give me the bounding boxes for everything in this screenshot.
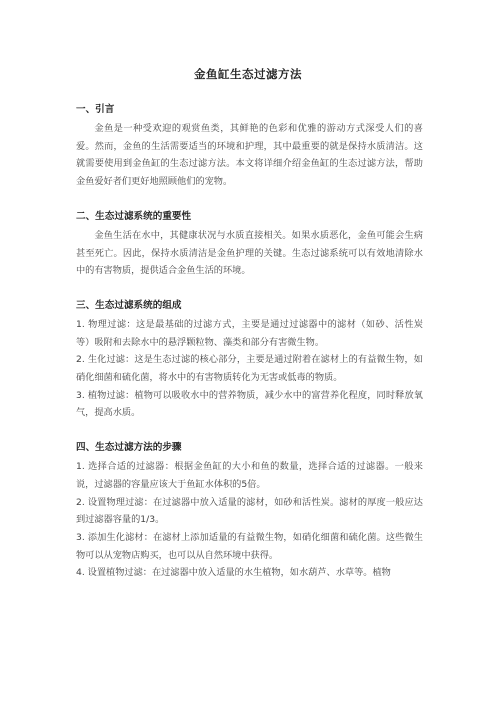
section-introduction xyxy=(76,102,423,191)
section-paragraph: 金鱼是一种受欢迎的观赏鱼类，其鲜艳的色彩和优雅的游动方式深受人们的喜爱。然而，金鱼的生活需要适当的环境和护理，其中最重要的就是保持水质清洁。这就需要使用到金鱼缸的生态过滤方法。本文将详细介绍金鱼缸的生态过滤方法，帮助金鱼爱好者们更好地照顾他们的宠物。 xyxy=(76,123,423,188)
section-composition xyxy=(76,298,423,422)
section-steps xyxy=(76,440,423,582)
section-paragraph: 金鱼生活在水中，其健康状况与水质直接相关。如果水质恶化，金鱼可能会生病甚至死亡。因此，保持水质清洁是金鱼护理的关键。生态过滤系统可以有效地清除水中的有害物质，提供适合金鱼生活的环境。 xyxy=(76,229,423,277)
document-title: 金鱼缸生态过滤方法 xyxy=(194,67,302,81)
list-item: 4. 设置植物过滤：在过滤器中放入适量的水生植物，如水葫芦、水草等。植物 xyxy=(76,567,391,579)
section-heading: 三、生态过滤系统的组成 xyxy=(76,299,182,311)
section-heading: 四、生态过滤方法的步骤 xyxy=(76,442,182,454)
section-heading: 一、引言 xyxy=(76,104,115,115)
list-item: 2. 设置物理过滤：在过滤器中放入适量的滤材，如砂和活性炭。滤材的厚度一般应达到过滤器容量的1/3。 xyxy=(76,496,423,526)
list-item: 2. 生化过滤：这是生态过滤的核心部分，主要是通过附着在滤材上的有益微生物，如硝化细菌和硫化菌，将水中的有害物质转化为无害或低毒的物质。 xyxy=(76,354,423,384)
section-heading: 二、生态过滤系统的重要性 xyxy=(76,210,192,222)
section-importance xyxy=(76,209,423,280)
list-item: 3. 植物过滤：植物可以吸收水中的营养物质，减少水中的富营养化程度，同时释放氧气，提高水质。 xyxy=(76,389,423,419)
document-body xyxy=(76,102,423,582)
list-item: 3. 添加生化滤材：在滤材上添加适量的有益微生物，如硝化细菌和硫化菌。这些微生物可以从宠物店购买，也可以从自然环境中获得。 xyxy=(76,531,423,561)
list-item: 1. 物理过滤：这是最基础的过滤方式，主要是通过过滤器中的滤材（如砂、活性炭等）吸附和去除水中的悬浮颗粒物、藻类和部分有害微生物。 xyxy=(76,318,423,348)
list-item: 1. 选择合适的过滤器：根据金鱼缸的大小和鱼的数量，选择合适的过滤器。一般来说，过滤器的容量应该大于鱼缸水体积的5倍。 xyxy=(76,461,423,490)
